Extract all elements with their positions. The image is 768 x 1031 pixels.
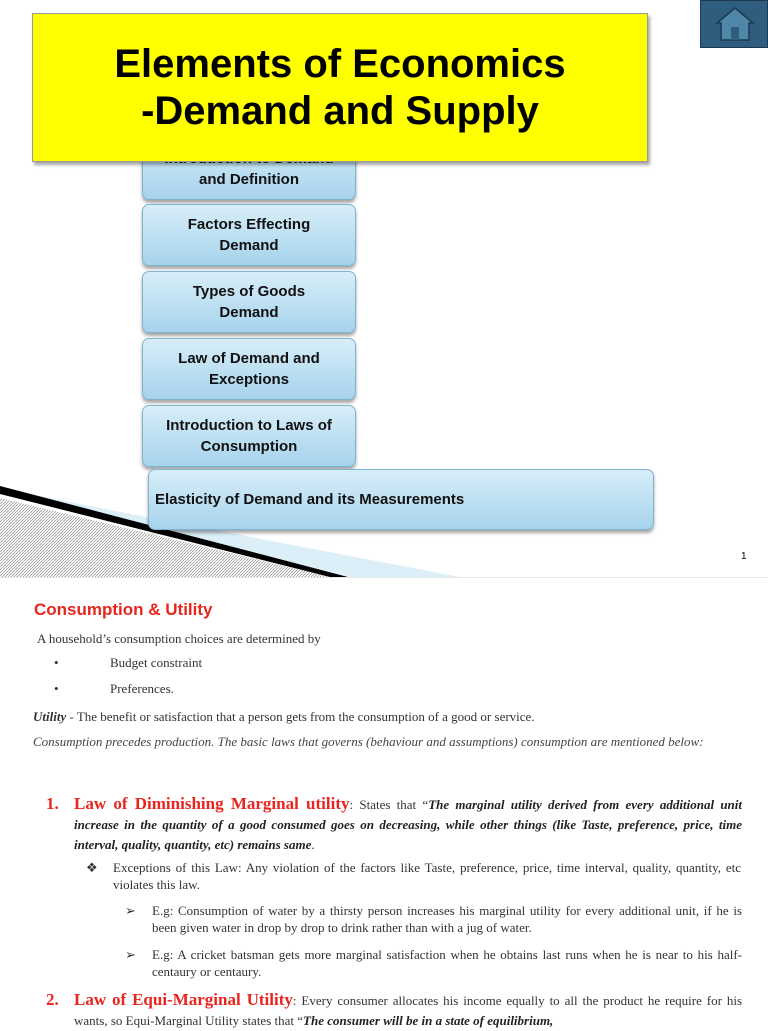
slide-title-box (32, 13, 648, 162)
law-item (46, 990, 742, 1031)
law-number: 1. (46, 794, 59, 813)
topic-label: Types of Goods Demand (192, 283, 306, 321)
topic-label: Law of Demand and Exceptions (178, 350, 320, 388)
topic-label: Factors Effecting Demand (187, 216, 311, 254)
utility-text: - The benefit or satisfaction that a person gets from the consumption of a good or service. (66, 709, 535, 724)
law-end: . (311, 837, 315, 852)
exceptions-item (86, 859, 741, 893)
section-heading: Consumption & Utility (34, 600, 213, 619)
bullet-icon: • (54, 681, 59, 696)
example-item (125, 946, 742, 980)
exceptions-text: Exceptions of this Law: Any violation of the factors like Taste, preference, price, time interval, quality, quantity, etc violates this law. (113, 860, 741, 892)
law-title: Law of Diminishing Marginal utility (74, 794, 350, 813)
intro-text: A household’s consumption choices are determined by (37, 631, 321, 646)
topic-label: and Definition (199, 171, 299, 188)
topic-types-of-goods-demand[interactable] (142, 271, 356, 333)
law-item (46, 794, 742, 855)
example-text: E.g: A cricket batsman gets more marginal satisfaction when he obtains last runs when he is near to his half-centaury or centaury. (152, 947, 742, 979)
title-line-2: -Demand and Supply (141, 88, 539, 133)
topic-elasticity-of-demand[interactable] (148, 469, 654, 530)
topic-label: Elasticity of Demand and its Measurements (155, 491, 465, 508)
example-item (125, 902, 742, 936)
utility-definition (33, 708, 535, 725)
home-button[interactable] (700, 0, 768, 48)
page-number: 1 (741, 551, 747, 562)
law-number: 2. (46, 990, 59, 1009)
bullet-icon: • (54, 655, 59, 670)
topic-laws-of-consumption[interactable] (142, 405, 356, 467)
arrow-bullet-icon: ➢ (125, 947, 136, 962)
topic-law-of-demand[interactable] (142, 338, 356, 400)
title-line-1: Elements of Economics (114, 41, 566, 86)
law-lead: : Every consumer allocates his income equally to all the product he require for his wants, so Equi-Marginal Utility states that “ (74, 993, 742, 1028)
slide-title (114, 41, 565, 135)
law-lead: : States that “ (349, 797, 429, 812)
diamond-bullet-icon: ❖ (86, 860, 98, 875)
document-page (0, 578, 768, 1028)
utility-term: Utility (33, 709, 67, 724)
topic-label: Introduction to Laws of Consumption (166, 417, 332, 455)
bullet-text: Budget constraint (110, 655, 203, 670)
bullet-text: Preferences. (110, 681, 174, 696)
example-text: E.g: Consumption of water by a thirsty person increases his marginal utility for every additional unit, if he is been given water in drop by drop to drink rather than with a jug of water. (152, 903, 742, 935)
home-icon (714, 4, 756, 44)
consumption-paragraph: Consumption precedes production. The basic laws that governs (behaviour and assumptions) consumption are mentioned below: (33, 734, 704, 749)
arrow-bullet-icon: ➢ (125, 903, 136, 918)
topic-factors-effecting-demand[interactable] (142, 204, 356, 266)
law-quote: The marginal utility derived from every additional unit increase in the quantity of a good consumed goes on decreasing, while other things (like Taste, preference, price, time interval, quality, quantity, etc) remains same (74, 797, 743, 852)
law-title: Law of Equi-Marginal Utility (74, 990, 293, 1009)
law-quote: The consumer will be in a state of equilibrium, (303, 1013, 554, 1028)
